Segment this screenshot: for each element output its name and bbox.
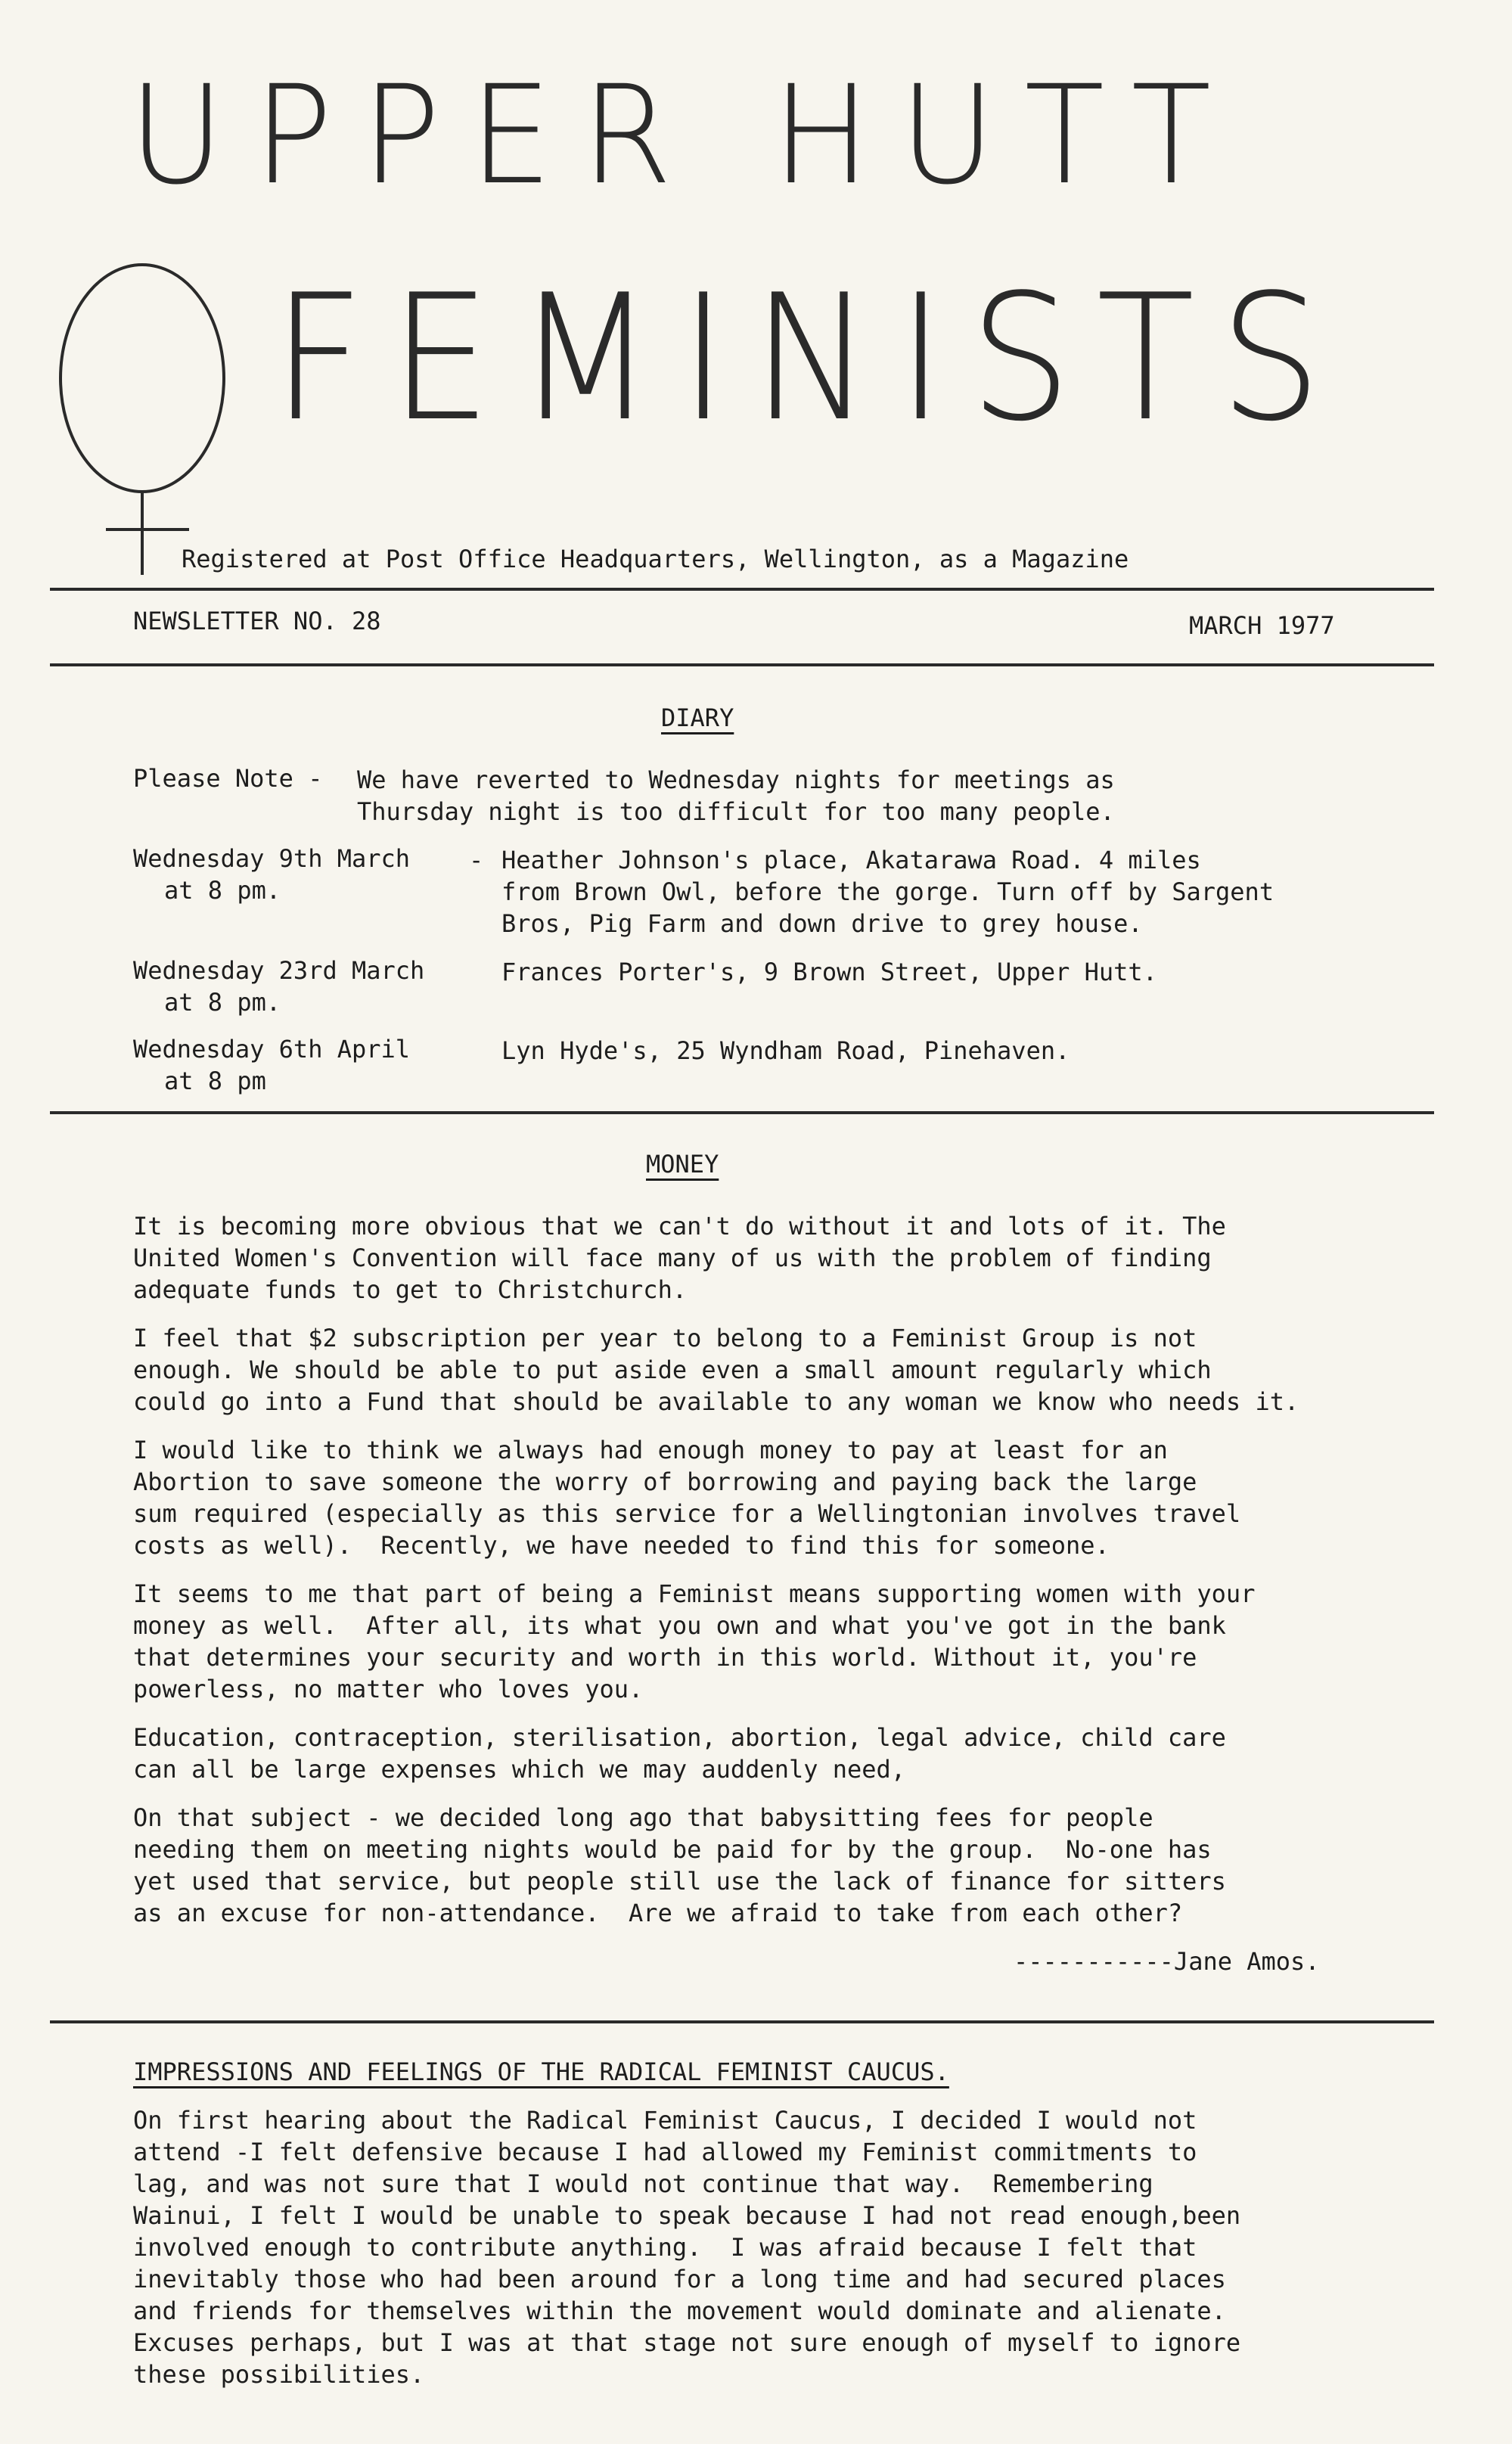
caucus-paragraph-line: On first hearing about the Radical Feminist Caucus, I decided I would not	[133, 2106, 1197, 2135]
note-text-line: We have reverted to Wednesday nights for meetings as	[357, 765, 1115, 794]
money-paragraph-line: costs as well). Recently, we have needed to find this for someone.	[133, 1531, 1110, 1560]
diary-heading: DIARY	[661, 703, 734, 732]
divider	[50, 588, 1434, 591]
diary-entry-time: at 8 pm	[164, 1067, 266, 1095]
caucus-heading: IMPRESSIONS AND FEELINGS OF THE RADICAL FEMINIST CAUCUS.	[133, 2057, 949, 2086]
money-paragraph-line: I would like to think we always had enough money to pay at least for an	[133, 1436, 1168, 1464]
note-label: Please Note -	[133, 764, 323, 793]
money-paragraph-line: sum required (especially as this service for a Wellingtonian involves travel	[133, 1499, 1241, 1528]
diary-entry-time: at 8 pm.	[164, 876, 281, 905]
masthead-title-line2: FEMINISTS	[272, 258, 1347, 460]
caucus-paragraph-line: and friends for themselves within the movement would dominate and alienate.	[133, 2296, 1226, 2325]
money-paragraph-line: could go into a Fund that should be available to any woman we know who needs it.	[133, 1387, 1299, 1416]
diary-entry-place: Frances Porter's, 9 Brown Street, Upper Hutt.	[501, 958, 1157, 986]
money-paragraph-line: On that subject - we decided long ago that babysitting fees for people	[133, 1803, 1153, 1832]
caucus-paragraph-line: lag, and was not sure that I would not continue that way. Remembering	[133, 2169, 1153, 2198]
money-paragraph-line: enough. We should be able to put aside even a small amount regularly which	[133, 1356, 1212, 1384]
venus-symbol-icon	[45, 257, 242, 590]
money-paragraph-line: that determines your security and worth in this world. Without it, you're	[133, 1643, 1197, 1672]
money-paragraph-line: United Women's Convention will face many of us with the problem of finding	[133, 1244, 1212, 1272]
divider	[50, 663, 1434, 666]
money-paragraph-line: adequate funds to get to Christchurch.	[133, 1275, 688, 1304]
note-text-line: Thursday night is too difficult for too many people.	[357, 797, 1115, 826]
diary-entry-date: Wednesday 23rd March	[133, 956, 425, 985]
diary-entry-place: Heather Johnson's place, Akatarawa Road. 4 miles	[501, 846, 1201, 874]
money-paragraph-line: yet used that service, but people still use the lack of finance for sitters	[133, 1867, 1226, 1896]
issue-date: MARCH 1977	[1189, 611, 1335, 640]
registration-note: Registered at Post Office Headquarters, Wellington, as a Magazine	[182, 545, 1129, 573]
masthead-title-line1: UPPER HUTT	[129, 57, 1240, 215]
diary-entry-time: at 8 pm.	[164, 988, 281, 1017]
caucus-paragraph-line: Excuses perhaps, but I was at that stage not sure enough of myself to ignore	[133, 2328, 1241, 2357]
money-heading: MONEY	[646, 1150, 719, 1179]
money-paragraph-line: needing them on meeting nights would be paid for by the group. No-one has	[133, 1835, 1212, 1864]
caucus-paragraph-line: involved enough to contribute anything. I was afraid because I felt that	[133, 2233, 1197, 2262]
diary-entry-date: Wednesday 6th April	[133, 1035, 411, 1064]
diary-entry-place: Lyn Hyde's, 25 Wyndham Road, Pinehaven.	[501, 1036, 1070, 1065]
money-paragraph-line: It seems to me that part of being a Feminist means supporting women with your	[133, 1579, 1256, 1608]
money-paragraph-line: It is becoming more obvious that we can't do without it and lots of it. The	[133, 1212, 1226, 1241]
caucus-paragraph-line: Wainui, I felt I would be unable to speak because I had not read enough,been	[133, 2201, 1241, 2230]
diary-entry-date: Wednesday 9th March	[133, 844, 411, 873]
diary-entry-place: Bros, Pig Farm and down drive to grey house.	[501, 909, 1143, 938]
caucus-paragraph-line: attend -I felt defensive because I had allowed my Feminist commitments to	[133, 2138, 1197, 2166]
diary-entry-place: from Brown Owl, before the gorge. Turn off by Sargent	[501, 877, 1274, 906]
divider	[50, 1111, 1434, 1114]
money-paragraph-line: can all be large expenses which we may auddenly need,	[133, 1755, 906, 1784]
money-paragraph-line: Education, contraception, sterilisation, abortion, legal advice, child care	[133, 1723, 1226, 1752]
money-paragraph-line: money as well. After all, its what you own and what you've got in the bank	[133, 1611, 1226, 1640]
newsletter-number: NEWSLETTER NO. 28	[133, 607, 381, 635]
money-signature: -----------Jane Amos.	[1014, 1947, 1320, 1976]
money-paragraph-line: I feel that $2 subscription per year to belong to a Feminist Group is not	[133, 1324, 1197, 1352]
caucus-paragraph-line: these possibilities.	[133, 2360, 425, 2389]
divider	[50, 2020, 1434, 2023]
diary-entry-dash: -	[469, 846, 484, 874]
money-paragraph-line: powerless, no matter who loves you.	[133, 1675, 644, 1703]
caucus-paragraph-line: inevitably those who had been around for a long time and had secured places	[133, 2265, 1226, 2293]
money-paragraph-line: as an excuse for non-attendance. Are we afraid to take from each other?	[133, 1899, 1183, 1927]
money-paragraph-line: Abortion to save someone the worry of borrowing and paying back the large	[133, 1467, 1197, 1496]
